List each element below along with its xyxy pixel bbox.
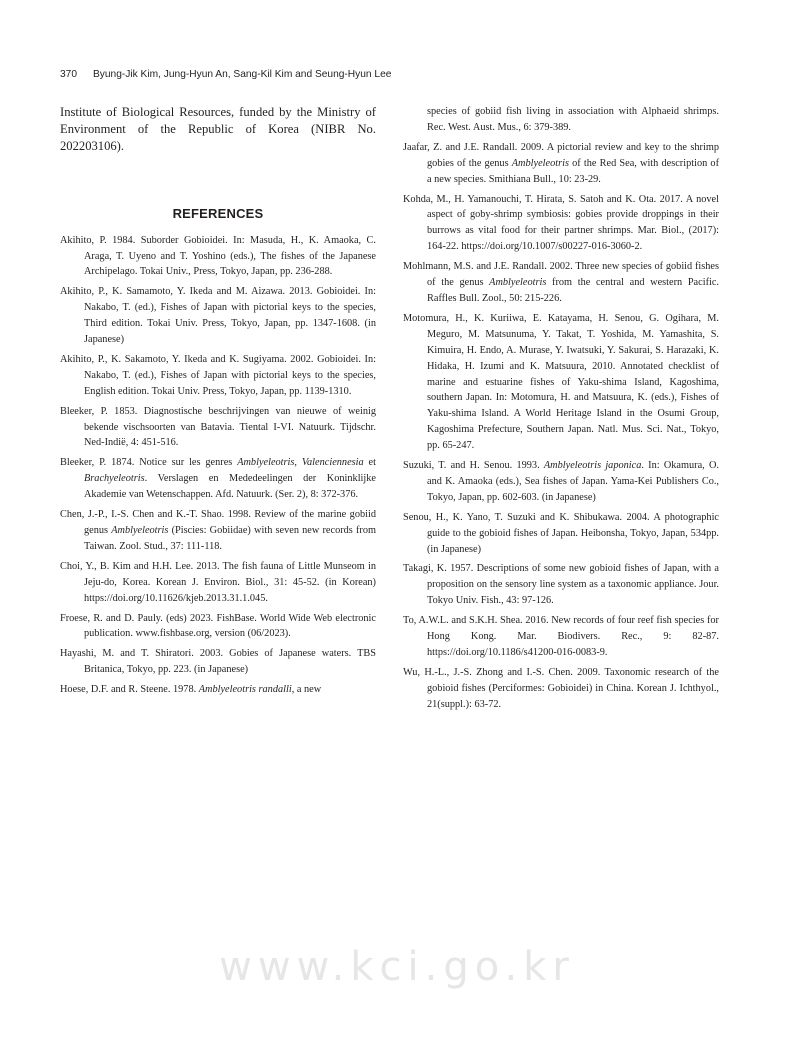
watermark: www.kci.go.kr (219, 944, 575, 990)
reference-item: Akihito, P., K. Sakamoto, Y. Ikeda and K. Sugiyama. 2002. Gobioidei. In: Nakabo, T. (ed.), Fishes of Japan with pictorial keys to the species, English edition. Tokai Univ. Press, Tokyo, Japan, pp. 1139-1310. (60, 353, 376, 397)
reference-item: Choi, Y., B. Kim and H.H. Lee. 2013. The fish fauna of Little Munseom in Jeju-do, Korea. Korean J. Environ. Biol., 31: 45-52. (in Korean) https://doi.org/10.11626/kjeb.2013.31.1.045. (60, 560, 376, 604)
reference-item: Suzuki, T. and H. Senou. 1993. Amblyeleotris japonica. In: Okamura, O. and K. Amaoka (eds.), Sea fishes of Japan. Yama-Kei Publishers Co., Tokyo, Japan, pp. 602-603. (in Japanese) (403, 460, 719, 503)
reference-item: Bleeker, P. 1853. Diagnostische beschrijvingen van nieuwe of weinig bekende vischsoorten van Batavia. Tiental I-VI. Natuurk. Tijdschr. Ned-Indië, 4: 451-516. (60, 405, 376, 449)
right-column (403, 104, 719, 717)
reference-item: Akihito, P. 1984. Suborder Gobioidei. In: Masuda, H., K. Amaoka, C. Araga, T. Uyeno and T. Yoshino (eds.), The fishes of the Japanese Archipelago. Tokai Univ., Press, Tokyo, Japan, pp. 236-288. (60, 234, 376, 278)
reference-item: To, A.W.L. and S.K.H. Shea. 2016. New records of four reef fish species for Hong Kong. Mar. Biodivers. Rec., 9: 82-87. https://doi.org/10.1186/s41200-016-0083-9. (403, 615, 719, 658)
reference-item: Bleeker, P. 1874. Notice sur les genres Amblyeleotris, Valenciennesia et Brachyeleotris. Verslagen en Mededeelingen der Koninklijke Akademie van Wetenschappen. Afd. Natuurk. (Ser. 2), 8: 372-376. (60, 457, 376, 501)
reference-item: Hayashi, M. and T. Shiratori. 2003. Gobies of Japanese waters. TBS Britanica, Tokyo, pp. 223. (in Japanese) (60, 648, 376, 676)
reference-item: Mohlmann, M.S. and J.E. Randall. 2002. Three new species of gobiid fishes of the genus Amblyeleotris from the central and western Pacific. Raffles Bull. Zool., 50: 215-226. (403, 261, 719, 304)
header-authors: Byung-Jik Kim, Jung-Hyun An, Sang-Kil Kim and Seung-Hyun Lee (93, 69, 392, 80)
references-list-right (403, 104, 719, 713)
reference-item: Akihito, P., K. Samamoto, Y. Ikeda and M. Aizawa. 2013. Gobioidei. In: Nakabo, T. (ed.), Fishes of Japan with pictorial keys to the species, Third edition. Tokai Univ. Press, Tokyo, Japan, pp. 1347-1608. (in Japanese) (60, 286, 376, 346)
reference-item: Wu, H.-L., J.-S. Zhong and I.-S. Chen. 2009. Taxonomic research of the gobioid fishes (Perciformes: Gobioidei) in China. Korean J. Ichthyol., 21(suppl.): 63-72. (403, 666, 719, 710)
reference-item: Froese, R. and D. Pauly. (eds) 2023. FishBase. World Wide Web electronic publication. www.fishbase.org, version (06/2023). (60, 612, 376, 640)
page-number: 370 (60, 69, 77, 80)
reference-item: Takagi, K. 1957. Descriptions of some new gobioid fishes of Japan, with a proposition on the sensory line system as a taxonomic appliance. Jour. Tokyo Univ. Fish., 43: 97-126. (403, 563, 719, 607)
references-heading: REFERENCES (172, 205, 264, 221)
reference-item: Motomura, H., K. Kuriiwa, E. Katayama, H. Senou, G. Ogihara, M. Meguro, M. Matsunuma, Y. Takat, T. Yoshida, M. Yamashita, S. Kimuira, H. Endo, A. Murase, Y. Iwatsuki, Y. Sakurai, S. Harazaki, K. Hidaka, H. Izumi and K. Matsuura, 2010. Annotated checklist of marine and estuarine fishes of Yaku-shima Island, Kagoshima, southern Japan. In: Motomura, H. and Matsuura, K. (eds.), Fishes of Yaku-shima Island. A World Heritage Island in the Osumi Group, Kagoshima Prefecture, Southern Japan. Natl. Mus. Sci. Nat., Tokyo, pp. 65-247. (403, 312, 719, 452)
reference-item: Senou, H., K. Yano, T. Suzuki and K. Shibukawa. 2004. A photographic guide to the gobioid fishes of Japan. Heibonsha, Tokyo, Japan, 534pp. (in Japanese) (403, 511, 719, 555)
reference-item: Chen, J.-P., I.-S. Chen and K.-T. Shao. 1998. Review of the marine gobiid genus Amblyeleotris (Piscies: Gobiidae) with seven new records from Taiwan. Zool. Stud., 37: 111-118. (60, 509, 376, 552)
reference-item: Kohda, M., H. Yamanouchi, T. Hirata, S. Satoh and K. Ota. 2017. A novel aspect of goby-shrimp symbiosis: gobies provide droppings in their burrows as vital food for their partner shrimps. Mar. Biol., (2017): 164-22. https://doi.org/10.1007/s00227-016-3060-2. (403, 193, 719, 253)
acknowledgment-text: Institute of Biological Resources, funded by the Ministry of Environment of the Republic of Korea (NIBR No. 202203106). (60, 105, 376, 154)
references-list-left (60, 233, 376, 698)
left-column (60, 104, 376, 702)
reference-item: Hoese, D.F. and R. Steene. 1978. Amblyeleotris randalli, a new (60, 684, 322, 696)
running-header (60, 69, 391, 80)
reference-item: Jaafar, Z. and J.E. Randall. 2009. A pictorial review and key to the shrimp gobies of the genus Amblyeleotris of the Red Sea, with description of a new species. Smithiana Bull., 10: 23-29. (403, 141, 719, 185)
reference-item-continued: species of gobiid fish living in association with Alphaeid shrimps. Rec. West. Aust. Mus., 6: 379-389. (427, 106, 719, 133)
